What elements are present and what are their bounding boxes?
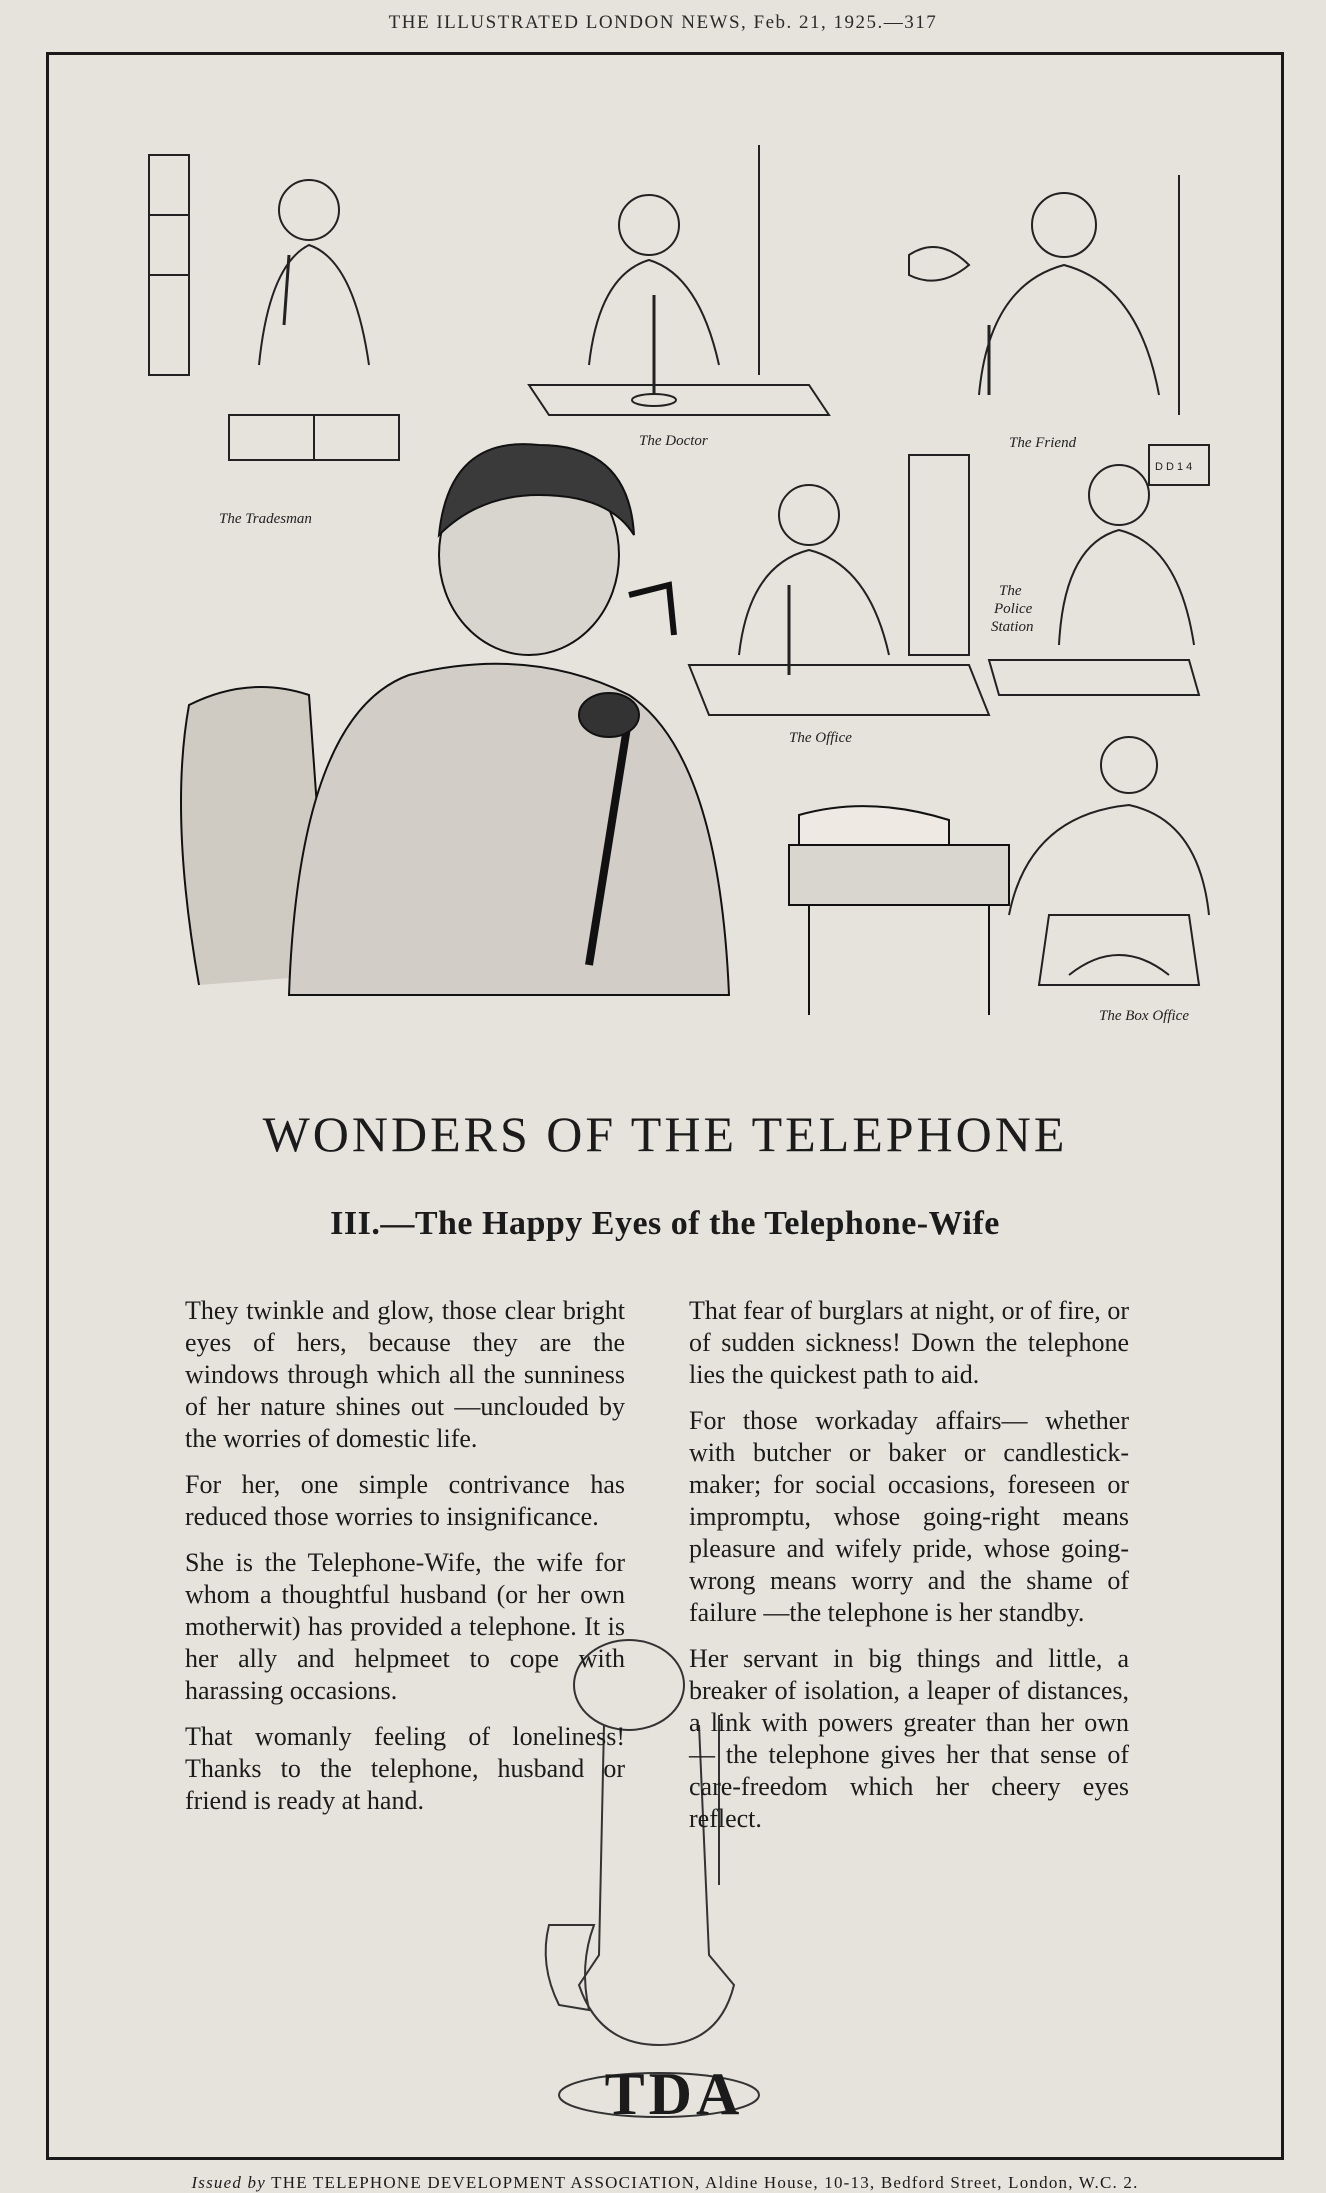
right-column xyxy=(689,1295,1129,1849)
caption-police-2: Police xyxy=(994,601,1033,617)
left-paragraph-4: That womanly feeling of loneliness! Thanks to the telephone, husband or friend is ready at hand. xyxy=(185,1722,625,1815)
caption-office: The Office xyxy=(789,730,852,746)
caption-doctor: The Doctor xyxy=(639,433,708,449)
subhead: III.—The Happy Eyes of the Telephone-Wife xyxy=(330,1205,1000,1242)
caption-police-1: The xyxy=(999,583,1022,599)
footer xyxy=(49,2173,1281,2193)
tradesman-vignette xyxy=(149,155,399,527)
caption-friend: The Friend xyxy=(1009,435,1077,451)
box-office-vignette xyxy=(1009,737,1229,1024)
running-head: THE ILLUSTRATED LONDON NEWS, Feb. 21, 1925.—317 xyxy=(388,12,938,33)
illustration xyxy=(109,115,1229,1055)
left-column xyxy=(185,1295,625,1831)
right-paragraph-1: That fear of burglars at night, or of fire, or of sudden sickness! Down the telephone lies the quickest path to aid. xyxy=(689,1296,1129,1389)
left-paragraph-1: They twinkle and glow, those clear bright eyes of hers, because they are the windows through which all the sunniness of her nature shines out —unclouded by the worries of domestic life. xyxy=(185,1296,625,1453)
advertisement-frame xyxy=(46,52,1284,2192)
caption-police-3: Station xyxy=(991,619,1034,635)
left-paragraph-2: For her, one simple contrivance has reduced those worries to insignificance. xyxy=(185,1470,625,1531)
right-paragraph-3: Her servant in big things and little, a breaker of isolation, a leaper of distances, a link with powers greater than her own — the telephone gives her that sense of care-freedom which her cheery eyes reflect. xyxy=(689,1644,1129,1833)
friend-vignette xyxy=(909,175,1179,451)
police-station-vignette xyxy=(989,445,1209,695)
headline: WONDERS OF THE TELEPHONE xyxy=(262,1106,1068,1162)
footer-text: THE TELEPHONE DEVELOPMENT ASSOCIATION, Aldine House, 10-13, Bedford Street, London, W.C. 2. xyxy=(271,2173,1139,2192)
right-paragraph-2: For those workaday affairs— whether with butcher or baker or candlestick-maker; for social occasions, foreseen or impromptu, whose going-right means pleasure and wifely pride, whose going-wrong means worry and the shame of failure —the telephone is her standby. xyxy=(689,1406,1129,1627)
doctor-vignette xyxy=(529,145,829,449)
office-vignette xyxy=(689,455,989,746)
calendar-text: D D 1 4 xyxy=(1155,461,1193,473)
tda-logo: TDA xyxy=(604,2061,744,2127)
caption-tradesman: The Tradesman xyxy=(219,511,312,527)
left-paragraph-3: She is the Telephone-Wife, the wife for whom a thoughtful husband (or her own motherwit) has provided a telephone. It is her ally and helpmeet to cope with harassing occasions. xyxy=(185,1548,625,1705)
woman-on-telephone xyxy=(181,444,1009,1015)
caption-box-office: The Box Office xyxy=(1099,1008,1189,1024)
footer-issued-by: Issued by xyxy=(191,2173,266,2192)
